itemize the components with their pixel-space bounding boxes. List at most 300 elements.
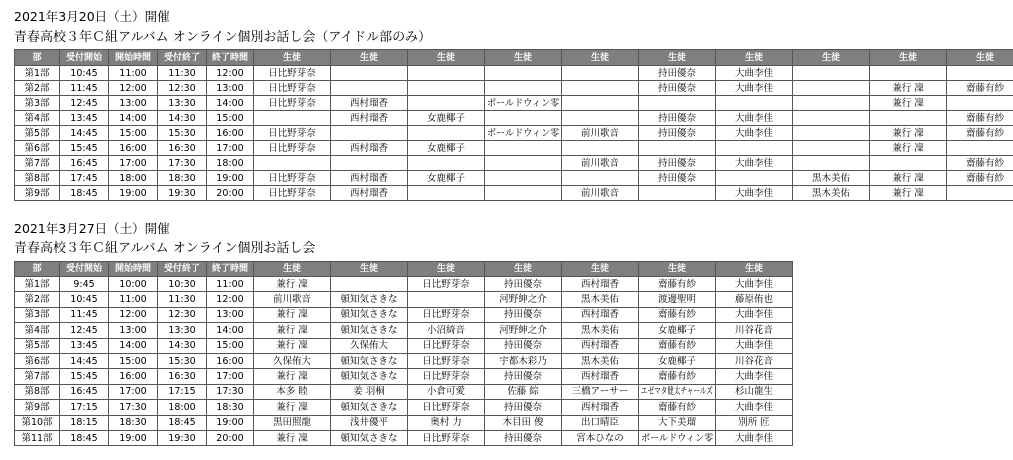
end-time-value: 13:00	[216, 82, 244, 94]
end-time-cell	[207, 369, 254, 384]
student-cell	[870, 66, 947, 81]
student-name: 西村瑠香	[349, 172, 388, 184]
student-name: 大曲李佳	[734, 278, 773, 290]
student-name: 出口晴臣	[580, 417, 619, 429]
column-header-student: 生徒	[793, 50, 870, 66]
end-time-value: 12:00	[216, 67, 244, 79]
reception-start-value: 16:45	[70, 157, 98, 169]
student-cell	[408, 126, 485, 141]
student-name: 姜 羽桐	[353, 386, 385, 398]
start-time-cell	[109, 277, 158, 292]
student-name: 宮本ひなの	[576, 432, 624, 444]
reception-start-cell	[60, 384, 109, 399]
student-cell	[716, 186, 793, 201]
event-title: 青春高校３年Ｃ組アルバム オンライン個別お話し会	[14, 241, 316, 256]
student-name: 日比野芽奈	[422, 401, 470, 413]
reception-start-cell	[60, 111, 109, 126]
student-name: 日比野芽奈	[422, 340, 470, 352]
student-cell	[639, 186, 716, 201]
session-row	[15, 400, 793, 415]
reception-start-value: 15:45	[70, 142, 98, 154]
student-name: 大曲李佳	[734, 401, 773, 413]
student-cell	[331, 430, 408, 445]
reception-start-value: 12:45	[70, 97, 98, 109]
student-cell	[639, 323, 716, 338]
end-time-cell	[207, 307, 254, 322]
student-cell	[562, 96, 639, 111]
end-time-cell	[207, 415, 254, 430]
reception-end-cell	[158, 415, 207, 430]
reception-start-value: 14:45	[70, 127, 98, 139]
student-cell	[485, 156, 562, 171]
student-cell	[639, 415, 716, 430]
start-time-value: 18:30	[119, 417, 147, 429]
student-name: 持田優奈	[503, 401, 542, 413]
student-cell	[254, 292, 331, 307]
column-header-student: 生徒	[639, 262, 716, 277]
student-cell	[793, 186, 870, 201]
session-row	[15, 96, 1013, 111]
session-part-label: 第11部	[21, 432, 53, 444]
session-row	[15, 141, 1013, 156]
start-time-cell	[109, 186, 158, 201]
reception-start-value: 13:45	[70, 112, 98, 124]
student-name: 日比野芽奈	[422, 309, 470, 321]
end-time-cell	[207, 141, 254, 156]
reception-end-value: 14:30	[168, 112, 196, 124]
session-row	[15, 415, 793, 430]
reception-start-cell	[60, 323, 109, 338]
student-cell	[562, 384, 639, 399]
reception-end-cell	[158, 353, 207, 368]
student-cell	[639, 66, 716, 81]
student-cell	[254, 66, 331, 81]
student-name: 兼行 凜	[892, 127, 924, 139]
student-cell	[331, 96, 408, 111]
reception-end-value: 16:30	[168, 142, 196, 154]
student-cell	[639, 292, 716, 307]
session-row	[15, 353, 793, 368]
student-cell	[947, 66, 1013, 81]
schedule-table	[14, 261, 793, 446]
student-name: 大曲李佳	[734, 67, 773, 79]
student-name: 持田優奈	[657, 157, 696, 169]
student-name: 川谷花音	[734, 355, 773, 367]
student-name: 日比野芽奈	[268, 172, 316, 184]
student-name: 小沼綺音	[426, 324, 465, 336]
student-name: 齋藤有紗	[965, 172, 1004, 184]
column-header-student: 生徒	[562, 50, 639, 66]
student-cell	[331, 338, 408, 353]
reception-start-cell	[60, 415, 109, 430]
student-cell	[408, 353, 485, 368]
student-cell	[947, 141, 1013, 156]
student-cell	[562, 66, 639, 81]
reception-start-cell	[60, 81, 109, 96]
student-cell	[485, 277, 562, 292]
session-part-label: 第3部	[24, 97, 50, 109]
reception-start-value: 18:45	[70, 187, 98, 199]
reception-end-cell	[158, 307, 207, 322]
student-name: 西村瑠香	[580, 340, 619, 352]
student-name: 持田優奈	[503, 432, 542, 444]
start-time-cell	[109, 384, 158, 399]
session-part-label: 第10部	[21, 417, 53, 429]
student-cell	[639, 96, 716, 111]
student-name: 兼行 凜	[276, 340, 308, 352]
start-time-value: 15:00	[119, 127, 147, 139]
student-name: 日比野芽奈	[422, 371, 470, 383]
student-cell	[947, 156, 1013, 171]
session-part-label: 第7部	[24, 371, 50, 383]
column-header-student: 生徒	[254, 50, 331, 66]
student-name: ボールドウィン零	[641, 432, 714, 444]
reception-end-value: 11:30	[168, 294, 196, 306]
reception-end-value: 13:30	[168, 324, 196, 336]
column-header-student: 生徒	[870, 50, 947, 66]
reception-end-value: 19:30	[168, 432, 196, 444]
session-row	[15, 384, 793, 399]
student-name: 黒田照龍	[272, 417, 311, 429]
student-name: 頓知気さきな	[340, 401, 398, 413]
start-time-value: 11:00	[119, 294, 147, 306]
table-body	[15, 66, 1013, 201]
end-time-cell	[207, 81, 254, 96]
student-name: 兼行 凜	[276, 432, 308, 444]
student-cell	[408, 338, 485, 353]
student-name: 川谷花音	[734, 324, 773, 336]
student-name: 杉山龍生	[734, 386, 773, 398]
end-time-value: 17:00	[216, 142, 244, 154]
student-cell	[254, 126, 331, 141]
student-cell	[562, 126, 639, 141]
session-row	[15, 369, 793, 384]
column-header-student: 生徒	[485, 262, 562, 277]
student-name: ボールドウィン零	[487, 97, 560, 109]
student-name: 持田優奈	[657, 127, 696, 139]
student-cell	[408, 292, 485, 307]
start-time-cell	[109, 430, 158, 445]
reception-end-value: 13:30	[168, 97, 196, 109]
reception-end-cell	[158, 81, 207, 96]
header-row	[15, 262, 793, 277]
reception-start-value: 11:45	[70, 309, 98, 321]
student-name: 木目田 俊	[502, 417, 544, 429]
student-name: 持田優奈	[657, 82, 696, 94]
reception-end-cell	[158, 186, 207, 201]
student-name: 本多 睦	[276, 386, 308, 398]
student-cell	[716, 171, 793, 186]
session-part-label: 第8部	[24, 386, 50, 398]
column-header-reception-start: 受付開始	[60, 50, 109, 66]
start-time-value: 14:00	[119, 340, 147, 352]
reception-start-value: 17:15	[70, 401, 98, 413]
student-cell	[716, 353, 793, 368]
student-cell	[254, 369, 331, 384]
student-name: 大曲李佳	[734, 371, 773, 383]
session-part-cell	[15, 81, 60, 96]
column-header-student: 生徒	[331, 50, 408, 66]
session-part-cell	[15, 338, 60, 353]
session-part-cell	[15, 96, 60, 111]
student-name: 久保侑大	[272, 355, 311, 367]
student-cell	[947, 126, 1013, 141]
student-name: 前川歌音	[580, 187, 619, 199]
session-part-label: 第7部	[24, 157, 50, 169]
reception-end-cell	[158, 141, 207, 156]
reception-end-cell	[158, 66, 207, 81]
student-name: 日比野芽奈	[268, 127, 316, 139]
student-name: 女鹿椰子	[426, 142, 465, 154]
student-cell	[408, 307, 485, 322]
reception-end-value: 11:30	[168, 67, 196, 79]
student-name: 日比野芽奈	[268, 67, 316, 79]
student-cell	[947, 186, 1013, 201]
student-cell	[639, 156, 716, 171]
table-body	[15, 277, 793, 446]
student-cell	[408, 111, 485, 126]
student-cell	[331, 415, 408, 430]
reception-end-value: 12:30	[168, 82, 196, 94]
start-time-cell	[109, 415, 158, 430]
student-cell	[562, 111, 639, 126]
session-part-cell	[15, 353, 60, 368]
student-name: 兼行 凜	[276, 324, 308, 336]
student-name: 西村瑠香	[580, 371, 619, 383]
end-time-cell	[207, 277, 254, 292]
student-name: 女鹿椰子	[426, 172, 465, 184]
student-name: 久保侑大	[349, 340, 388, 352]
student-cell	[716, 415, 793, 430]
session-row	[15, 81, 1013, 96]
student-cell	[331, 307, 408, 322]
student-cell	[254, 415, 331, 430]
student-name: 黒木美佑	[580, 324, 619, 336]
start-time-cell	[109, 96, 158, 111]
reception-start-cell	[60, 96, 109, 111]
session-part-label: 第3部	[24, 309, 50, 321]
student-cell	[947, 171, 1013, 186]
student-name: 持田優奈	[503, 340, 542, 352]
column-header-student: 生徒	[716, 50, 793, 66]
student-cell	[485, 96, 562, 111]
end-time-value: 14:00	[216, 97, 244, 109]
session-part-cell	[15, 323, 60, 338]
student-name: 黒木美佑	[580, 294, 619, 306]
start-time-cell	[109, 111, 158, 126]
reception-start-cell	[60, 126, 109, 141]
reception-end-cell	[158, 430, 207, 445]
student-cell	[639, 384, 716, 399]
student-name: 河野紳之介	[499, 324, 547, 336]
reception-start-cell	[60, 353, 109, 368]
reception-start-value: 15:45	[70, 371, 98, 383]
student-name: 西村瑠香	[349, 112, 388, 124]
student-cell	[485, 292, 562, 307]
student-name: 日比野芽奈	[422, 278, 470, 290]
student-cell	[870, 171, 947, 186]
student-cell	[716, 111, 793, 126]
student-cell	[870, 111, 947, 126]
student-cell	[254, 81, 331, 96]
start-time-value: 10:00	[119, 278, 147, 290]
student-cell	[639, 126, 716, 141]
student-cell	[716, 66, 793, 81]
reception-end-value: 14:30	[168, 340, 196, 352]
student-name: 日比野芽奈	[268, 97, 316, 109]
student-cell	[254, 277, 331, 292]
session-row	[15, 430, 793, 445]
start-time-value: 12:00	[119, 309, 147, 321]
student-name: 大曲李佳	[734, 187, 773, 199]
reception-start-cell	[60, 292, 109, 307]
reception-end-cell	[158, 323, 207, 338]
student-name: 大下美瑠	[657, 417, 696, 429]
reception-start-cell	[60, 338, 109, 353]
student-name: 三橋アーサー	[571, 386, 629, 398]
session-part-cell	[15, 66, 60, 81]
student-cell	[870, 156, 947, 171]
end-time-value: 15:00	[216, 340, 244, 352]
session-part-cell	[15, 186, 60, 201]
student-name: 齋藤有紗	[965, 157, 1004, 169]
end-time-cell	[207, 338, 254, 353]
student-name: 女鹿椰子	[657, 355, 696, 367]
reception-start-cell	[60, 430, 109, 445]
student-cell	[716, 156, 793, 171]
student-name: 黒木美佑	[580, 355, 619, 367]
student-name: 兼行 凜	[276, 278, 308, 290]
student-name: 兼行 凜	[892, 172, 924, 184]
student-name: 女鹿椰子	[657, 324, 696, 336]
student-name: 頓知気さきな	[340, 294, 398, 306]
reception-start-cell	[60, 400, 109, 415]
student-cell	[408, 96, 485, 111]
end-time-value: 19:00	[216, 172, 244, 184]
student-cell	[639, 141, 716, 156]
student-name: 日比野芽奈	[268, 82, 316, 94]
student-name: 日比野芽奈	[422, 432, 470, 444]
student-cell	[947, 81, 1013, 96]
student-name: 兼行 凜	[276, 371, 308, 383]
start-time-cell	[109, 81, 158, 96]
end-time-value: 18:30	[216, 401, 244, 413]
student-name: 日比野芽奈	[268, 187, 316, 199]
reception-start-value: 13:45	[70, 340, 98, 352]
end-time-value: 20:00	[216, 187, 244, 199]
student-name: ボールドウィン零	[487, 127, 560, 139]
column-header-student: 生徒	[716, 262, 793, 277]
student-cell	[793, 126, 870, 141]
session-row	[15, 126, 1013, 141]
student-cell	[562, 415, 639, 430]
start-time-cell	[109, 156, 158, 171]
column-header-student: 生徒	[408, 50, 485, 66]
reception-start-cell	[60, 141, 109, 156]
session-row	[15, 66, 1013, 81]
student-cell	[562, 400, 639, 415]
reception-start-cell	[60, 186, 109, 201]
session-row	[15, 156, 1013, 171]
student-cell	[408, 171, 485, 186]
reception-end-cell	[158, 369, 207, 384]
end-time-cell	[207, 186, 254, 201]
student-cell	[716, 81, 793, 96]
start-time-cell	[109, 369, 158, 384]
student-cell	[485, 400, 562, 415]
column-header-part: 部	[15, 50, 60, 66]
student-name: 前川歌音	[272, 294, 311, 306]
reception-start-cell	[60, 369, 109, 384]
session-part-cell	[15, 171, 60, 186]
student-cell	[793, 141, 870, 156]
reception-end-cell	[158, 126, 207, 141]
student-name: 藤原侑也	[734, 294, 773, 306]
session-part-label: 第8部	[24, 172, 50, 184]
student-cell	[716, 384, 793, 399]
table-header	[15, 262, 793, 277]
end-time-value: 17:30	[216, 386, 244, 398]
student-name: 黒木美佑	[811, 187, 850, 199]
student-cell	[485, 338, 562, 353]
student-name: 大曲李佳	[734, 340, 773, 352]
student-cell	[716, 96, 793, 111]
start-time-cell	[109, 292, 158, 307]
reception-end-value: 19:30	[168, 187, 196, 199]
session-part-cell	[15, 400, 60, 415]
student-name: 西村瑠香	[349, 142, 388, 154]
column-header-start-time: 開始時間	[109, 262, 158, 277]
end-time-cell	[207, 292, 254, 307]
student-cell	[408, 277, 485, 292]
start-time-cell	[109, 141, 158, 156]
student-cell	[485, 111, 562, 126]
student-name: エゼマタ健太チャールズ	[641, 386, 713, 398]
reception-end-value: 17:30	[168, 157, 196, 169]
table-header	[15, 50, 1013, 66]
student-cell	[870, 141, 947, 156]
student-cell	[254, 353, 331, 368]
session-part-cell	[15, 430, 60, 445]
reception-start-value: 14:45	[70, 355, 98, 367]
student-cell	[639, 307, 716, 322]
student-name: 兼行 凜	[892, 82, 924, 94]
student-cell	[562, 323, 639, 338]
student-cell	[639, 111, 716, 126]
column-header-start-time: 開始時間	[109, 50, 158, 66]
student-cell	[331, 66, 408, 81]
student-cell	[947, 96, 1013, 111]
end-time-value: 15:00	[216, 112, 244, 124]
student-name: 西村瑠香	[349, 187, 388, 199]
student-cell	[485, 171, 562, 186]
student-name: 持田優奈	[503, 278, 542, 290]
student-name: 西村瑠香	[580, 309, 619, 321]
column-header-student: 生徒	[408, 262, 485, 277]
session-part-label: 第1部	[24, 67, 50, 79]
student-cell	[639, 338, 716, 353]
end-time-cell	[207, 66, 254, 81]
reception-end-value: 15:30	[168, 355, 196, 367]
session-row	[15, 171, 1013, 186]
reception-end-cell	[158, 111, 207, 126]
student-cell	[408, 186, 485, 201]
student-name: 兼行 凜	[276, 309, 308, 321]
student-cell	[485, 81, 562, 96]
start-time-cell	[109, 126, 158, 141]
student-cell	[562, 292, 639, 307]
student-name: 黒木美佑	[811, 172, 850, 184]
